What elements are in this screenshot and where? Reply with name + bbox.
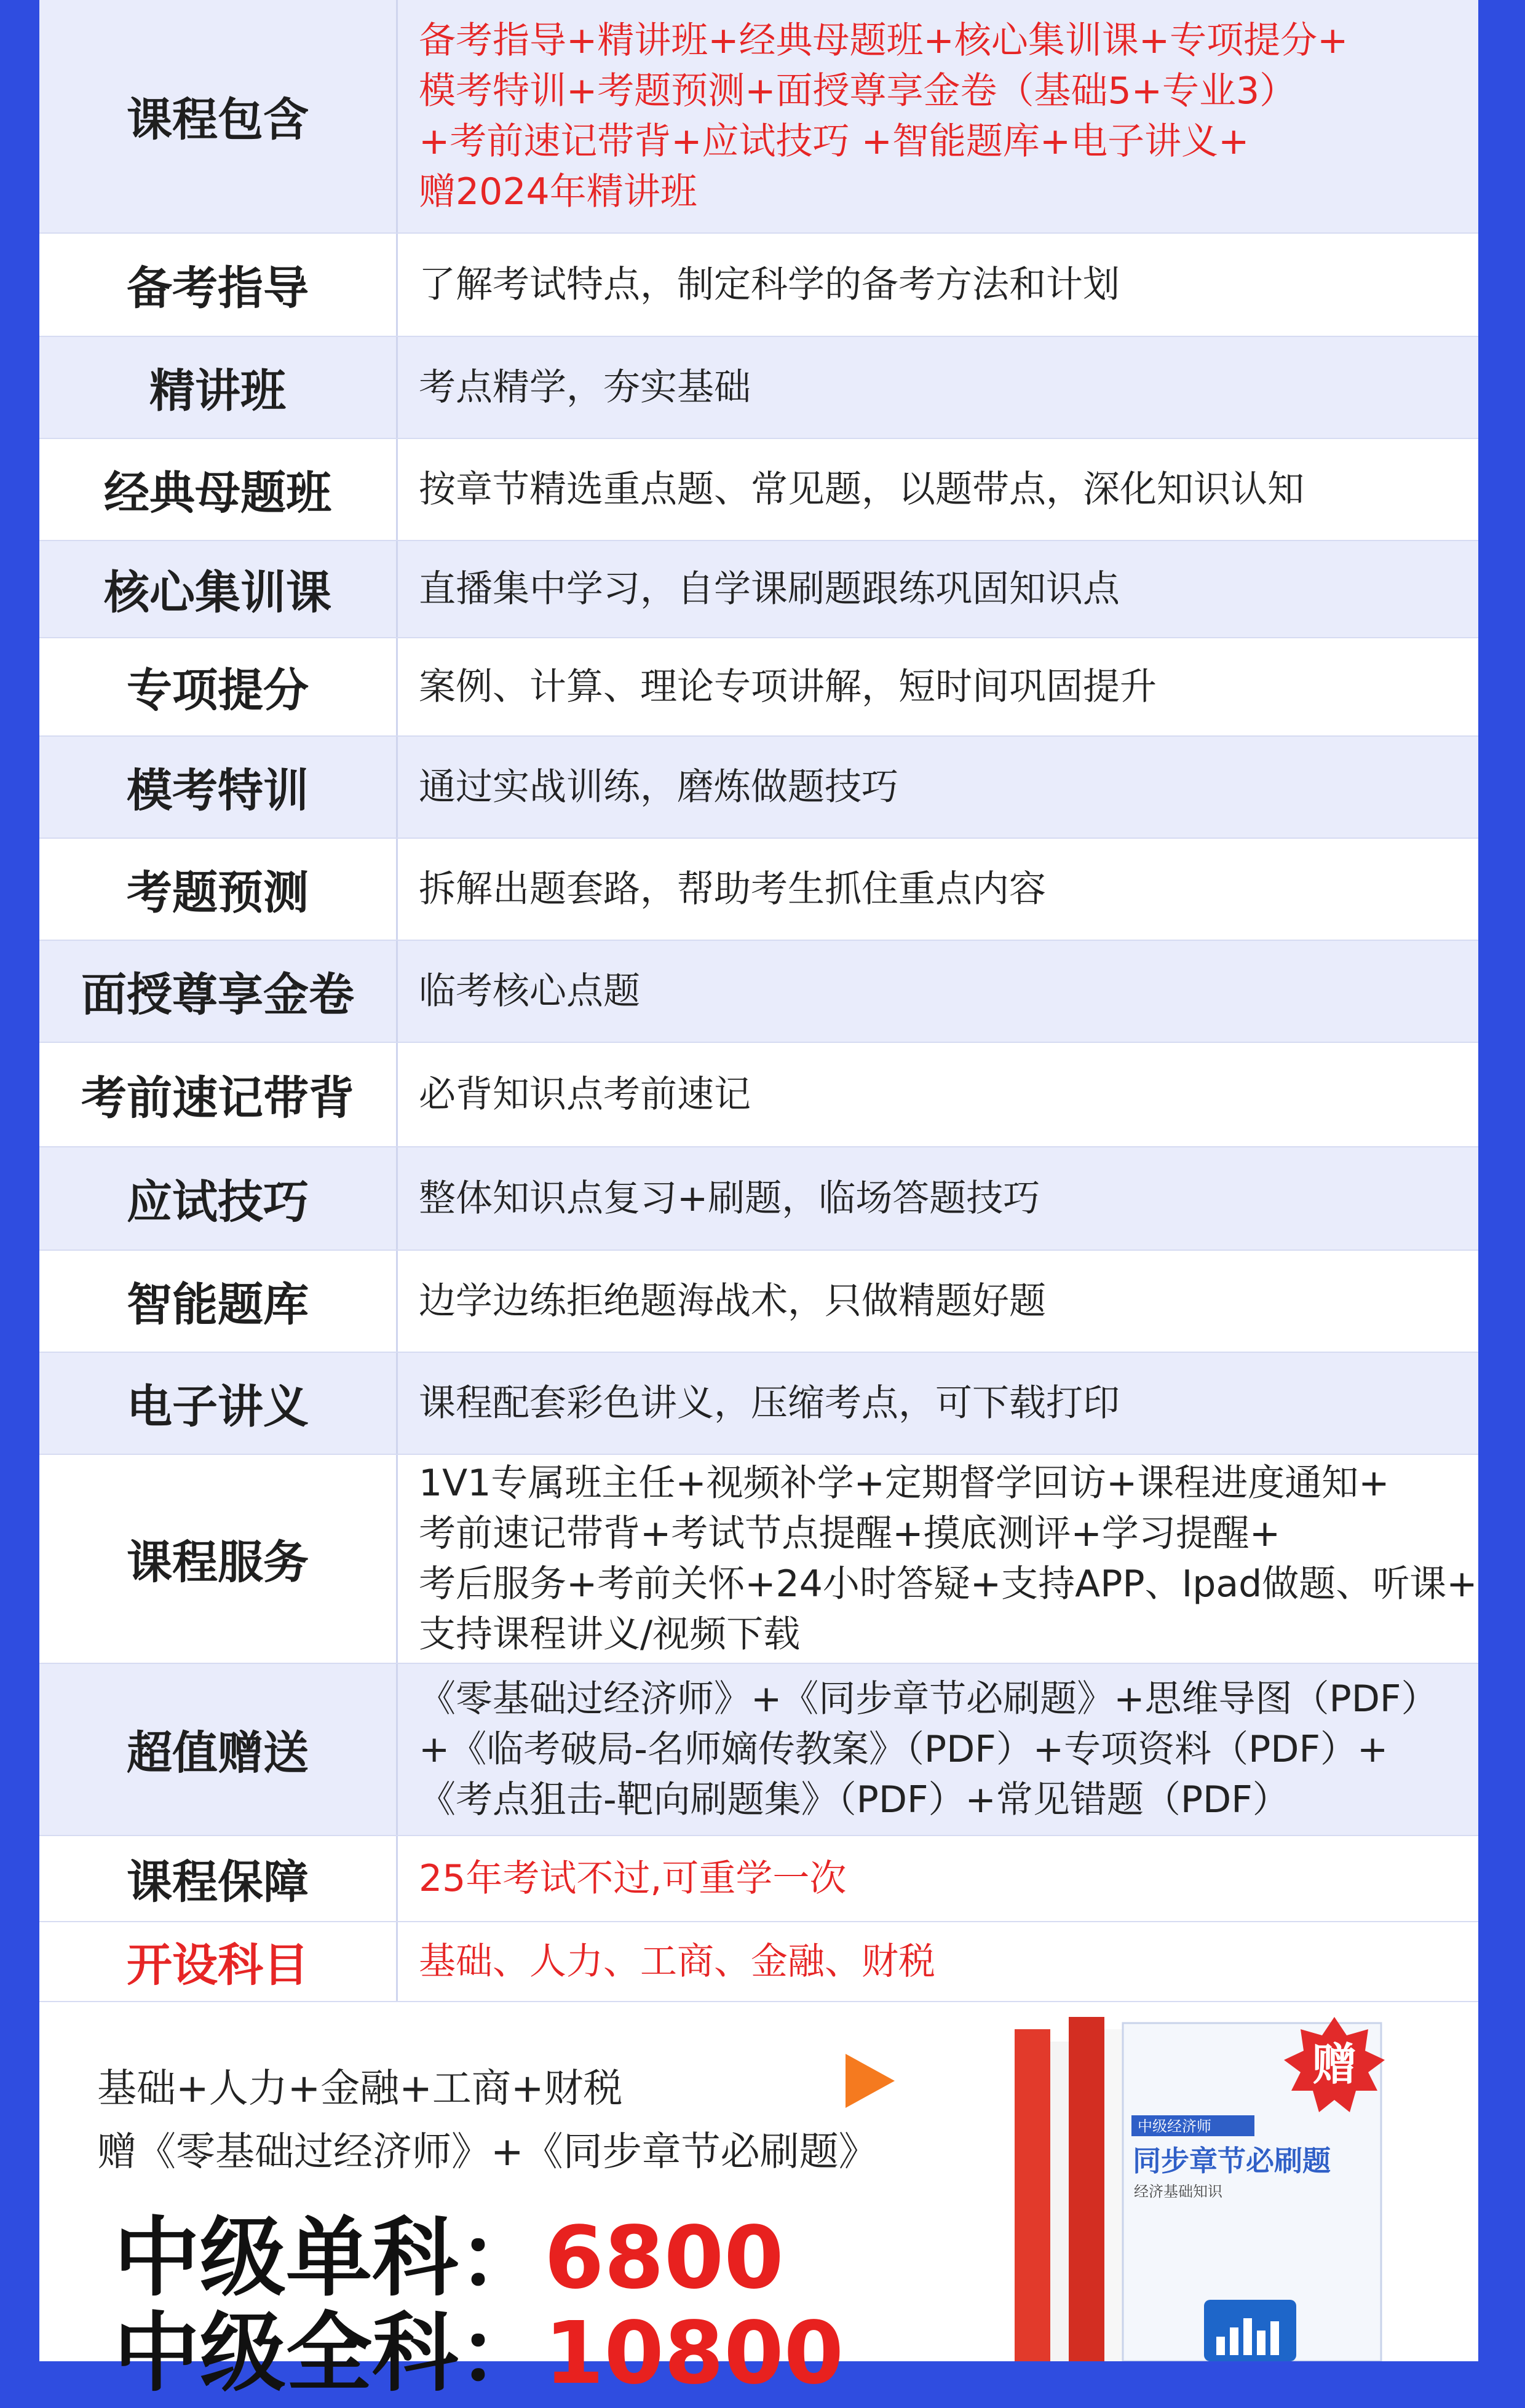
row-content	[398, 638, 1478, 735]
row-label: 面授尊享金卷	[39, 941, 398, 1042]
row-content	[398, 1043, 1478, 1146]
course-table	[39, 0, 1478, 2002]
table-row	[39, 234, 1478, 337]
content-line: 边学边练拒绝题海战术，只做精题好题	[419, 1280, 1046, 1323]
row-content	[398, 439, 1478, 540]
table-row	[39, 439, 1478, 541]
content-line: 备考指导+精讲班+经典母题班+核心集训课+专项提分+	[419, 19, 1349, 62]
row-label: 课程保障	[39, 1836, 398, 1921]
content-line: 了解考试特点，制定科学的备考方法和计划	[419, 263, 1120, 306]
row-label: 核心集训课	[39, 541, 398, 637]
table-row	[39, 839, 1478, 941]
row-content	[398, 541, 1478, 637]
table-row	[39, 1043, 1478, 1147]
row-content	[398, 1147, 1478, 1250]
content-line: 案例、计算、理论专项讲解，短时间巩固提升	[419, 665, 1157, 708]
row-label: 应试技巧	[39, 1147, 398, 1250]
book-subtitle: 经济基础知识	[1134, 2183, 1222, 2200]
table-row	[39, 541, 1478, 638]
row-label: 考题预测	[39, 839, 398, 940]
content-line: 25年考试不过,可重学一次	[419, 1857, 847, 1900]
row-content	[398, 0, 1478, 232]
content-line: 考后服务+考前关怀+24小时答疑+支持APP、Ipad做题、听课+	[419, 1562, 1478, 1606]
row-label: 课程服务	[39, 1455, 398, 1663]
content-line: 临考核心点题	[419, 970, 640, 1013]
row-label: 智能题库	[39, 1251, 398, 1352]
row-label: 开设科目	[39, 1922, 398, 2001]
play-arrow-icon	[846, 2054, 895, 2108]
single-price-amount: 6800	[544, 2208, 784, 2308]
table-row	[39, 1664, 1478, 1836]
table-row	[39, 737, 1478, 839]
table-row	[39, 1147, 1478, 1251]
row-content	[398, 1251, 1478, 1352]
row-content	[398, 1455, 1489, 1663]
table-row	[39, 1353, 1478, 1455]
row-content	[398, 234, 1478, 336]
table-row	[39, 0, 1478, 234]
content-line: 整体知识点复习+刷题，临场答题技巧	[419, 1177, 1040, 1220]
content-line: 课程配套彩色讲义，压缩考点，可下载打印	[419, 1382, 1120, 1425]
table-row	[39, 1455, 1478, 1664]
table-row	[39, 1922, 1478, 2002]
content-line: +考前速记带背+应试技巧 +智能题库+电子讲义+	[419, 120, 1250, 163]
row-label: 考前速记带背	[39, 1043, 398, 1146]
book-spine-red-2	[1069, 2017, 1123, 2361]
promo-gift: 赠《零基础过经济师》+《同步章节必刷题》	[97, 2129, 878, 2175]
row-label: 电子讲义	[39, 1353, 398, 1454]
content-line: 直播集中学习，自学课刷题跟练巩固知识点	[419, 568, 1120, 611]
row-content	[398, 1664, 1478, 1835]
content-line: 按章节精选重点题、常见题，以题带点，深化知识认知	[419, 468, 1304, 511]
row-content	[398, 839, 1478, 940]
table-row	[39, 1836, 1478, 1922]
row-content	[398, 1353, 1478, 1454]
row-label: 模考特训	[39, 737, 398, 838]
row-content	[398, 941, 1478, 1042]
book-title: 同步章节必刷题	[1133, 2144, 1331, 2177]
row-label: 精讲班	[39, 337, 398, 438]
row-label: 备考指导	[39, 234, 398, 336]
row-label: 经典母题班	[39, 439, 398, 540]
row-label: 专项提分	[39, 638, 398, 735]
single-price-label: 中级单科：	[114, 2208, 545, 2308]
row-content	[398, 737, 1478, 838]
book-series: 中级经济师	[1138, 2118, 1211, 2135]
table-row	[39, 1251, 1478, 1353]
book-illustration	[972, 2011, 1402, 2361]
content-line: 必背知识点考前速记	[419, 1073, 751, 1116]
gift-badge-text: 赠	[1312, 2038, 1357, 2090]
row-content	[398, 337, 1478, 438]
content-line: 考前速记带背+考试节点提醒+摸底测评+学习提醒+	[419, 1512, 1281, 1555]
table-row	[39, 638, 1478, 737]
content-line: 拆解出题套路，帮助考生抓住重点内容	[419, 868, 1046, 911]
content-line: 1V1专属班主任+视频补学+定期督学回访+课程进度通知+	[419, 1462, 1390, 1505]
row-content	[398, 1922, 1478, 2001]
content-line: +《临考破局-名师嫡传教案》（PDF）+专项资料（PDF）+	[419, 1728, 1388, 1771]
full-price-label: 中级全科：	[114, 2303, 545, 2404]
content-line: 支持课程讲义/视频下载	[419, 1613, 801, 1656]
table-row	[39, 941, 1478, 1043]
content-line: 通过实战训练，磨炼做题技巧	[419, 766, 898, 809]
content-line: 模考特训+考题预测+面授尊享金卷（基础5+专业3）	[419, 69, 1297, 113]
row-content	[398, 1836, 1478, 1921]
book-spine-red-1	[1015, 2029, 1069, 2361]
promo-subjects: 基础+人力+金融+工商+财税	[97, 2066, 623, 2112]
full-price-amount: 10800	[544, 2303, 844, 2404]
content-line: 基础、人力、工商、金融、财税	[419, 1940, 935, 1983]
row-label: 课程包含	[39, 0, 398, 232]
content-line: 《零基础过经济师》+《同步章节必刷题》+思维导图（PDF）	[419, 1677, 1438, 1721]
page-frame	[39, 0, 1478, 2361]
row-label: 超值赠送	[39, 1664, 398, 1835]
content-line: 考点精学，夯实基础	[419, 366, 751, 409]
content-line: 赠2024年精讲班	[419, 170, 697, 213]
content-line: 《考点狙击-靶向刷题集》（PDF）+常见错题（PDF）	[419, 1778, 1289, 1821]
table-row	[39, 337, 1478, 439]
full-price	[114, 2284, 844, 2408]
